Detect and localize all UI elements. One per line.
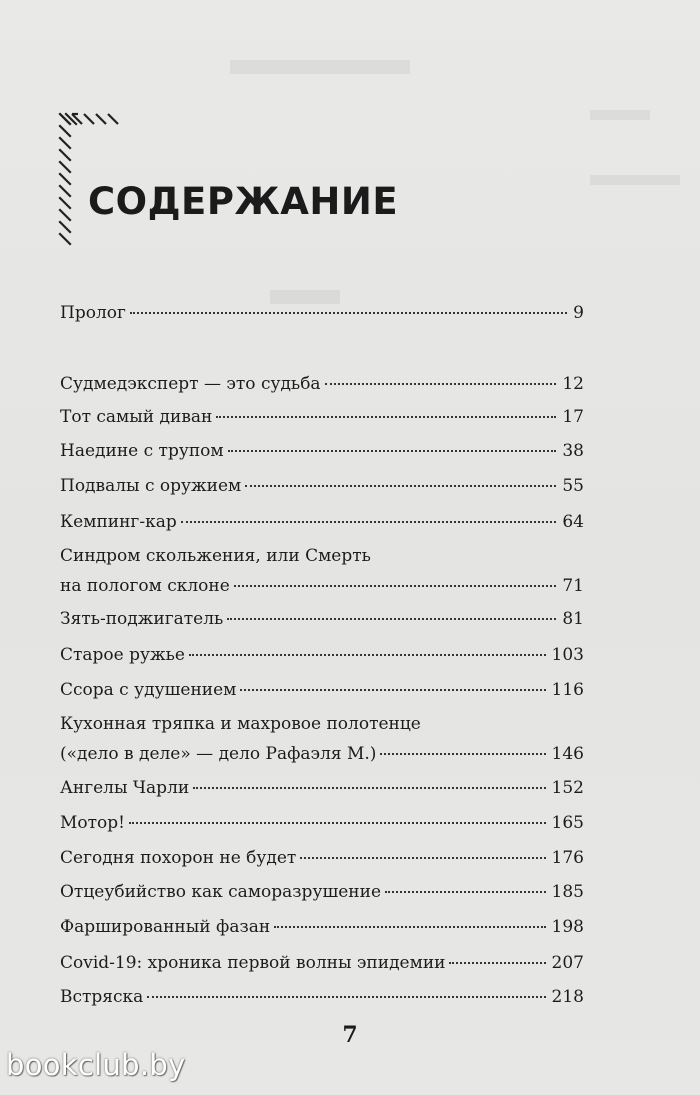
leader-dots xyxy=(193,787,545,789)
toc-entry-title: Фаршированный фазан xyxy=(60,917,271,937)
toc-entry xyxy=(60,916,584,938)
toc-entry-page: 165 xyxy=(551,813,584,833)
leader-dots xyxy=(234,585,557,587)
leader-dots xyxy=(385,891,546,893)
toc-entry-page: 218 xyxy=(551,987,584,1007)
leader-dots xyxy=(245,485,556,487)
leader-dots xyxy=(240,689,545,691)
page-number: 7 xyxy=(342,1022,358,1048)
toc-entry-title: Старое ружье xyxy=(60,645,185,665)
toc-entry-page: 64 xyxy=(562,512,584,532)
toc-entry-page: 116 xyxy=(551,680,584,700)
toc-entry xyxy=(60,440,584,462)
toc-entry-title-cont: на пологом склоне xyxy=(60,576,230,596)
toc-entry xyxy=(60,777,584,799)
toc-entry-page: 198 xyxy=(551,917,584,937)
toc-entry-page: 176 xyxy=(551,848,584,868)
toc-entry-title: Ссора с удушением xyxy=(60,680,237,700)
toc-entry-title: Пролог xyxy=(60,303,126,323)
toc-entry xyxy=(60,406,584,428)
toc-entry-title: Ангелы Чарли xyxy=(60,778,190,798)
leader-dots xyxy=(181,521,557,523)
toc-entry-page: 207 xyxy=(551,953,584,973)
toc-entry-page: 71 xyxy=(562,576,584,596)
toc-entry-title: Кемпинг-кар xyxy=(60,512,177,532)
leader-dots xyxy=(325,383,557,385)
toc-entry-page: 55 xyxy=(562,476,584,496)
toc-entry xyxy=(60,986,584,1008)
leader-dots xyxy=(129,822,546,824)
toc-entry-page: 38 xyxy=(562,441,584,461)
toc-entry xyxy=(60,881,584,903)
toc-entry-title: Отцеубийство как саморазрушение xyxy=(60,882,382,902)
leader-dots xyxy=(380,753,545,755)
leader-dots xyxy=(216,416,556,418)
toc-entry-page: 9 xyxy=(573,303,584,323)
corner-ornament-icon xyxy=(58,112,78,252)
toc-entry xyxy=(60,679,584,701)
toc-entry-title: Подвалы с оружием xyxy=(60,476,242,496)
toc-entry-page: 146 xyxy=(551,744,584,764)
toc-entry xyxy=(60,713,584,765)
leader-dots xyxy=(274,926,545,928)
toc-entry-title-cont: («дело в деле» — дело Рафаэля М.) xyxy=(60,744,377,764)
toc-entry-page: 185 xyxy=(551,882,584,902)
toc-entry-title: Кухонная тряпка и махровое полотенце xyxy=(60,714,421,734)
toc-entry xyxy=(60,475,584,497)
leader-dots xyxy=(147,996,545,998)
watermark: bookclub.by xyxy=(6,1048,186,1082)
toc-entry-page: 152 xyxy=(551,778,584,798)
toc-entry xyxy=(60,812,584,834)
leader-dots xyxy=(189,654,546,656)
toc-entry-title: Мотор! xyxy=(60,813,125,833)
toc-entry xyxy=(60,952,584,974)
toc-entry-title: Зять-поджигатель xyxy=(60,609,224,629)
toc-entry-title: Встряска xyxy=(60,987,144,1007)
toc-entry xyxy=(60,847,584,869)
toc-entry xyxy=(60,373,584,395)
corner-ornament-top-icon xyxy=(58,112,128,132)
toc-entry xyxy=(60,608,584,630)
toc-entry-title: Тот самый диван xyxy=(60,407,213,427)
leader-dots xyxy=(228,450,557,452)
toc-entry-title: Covid-19: хроника первой волны эпидемии xyxy=(60,953,446,973)
toc-entry xyxy=(60,545,584,597)
toc-entry-title: Судмедэксперт — это судьба xyxy=(60,374,321,394)
page-title: СОДЕРЖАНИЕ xyxy=(88,180,399,223)
toc-entry-title: Синдром скольжения, или Смерть xyxy=(60,546,371,566)
leader-dots xyxy=(300,857,545,859)
leader-dots xyxy=(227,618,556,620)
toc-entry-title: Наедине с трупом xyxy=(60,441,224,461)
leader-dots xyxy=(130,312,567,314)
toc-entry-page: 12 xyxy=(562,374,584,394)
toc-entry xyxy=(60,302,584,324)
toc-entry-page: 81 xyxy=(562,609,584,629)
toc-entry xyxy=(60,511,584,533)
toc-entry-page: 17 xyxy=(562,407,584,427)
toc-entry-page: 103 xyxy=(551,645,584,665)
toc-entry xyxy=(60,644,584,666)
toc-entry-title: Сегодня похорон не будет xyxy=(60,848,297,868)
leader-dots xyxy=(449,962,545,964)
